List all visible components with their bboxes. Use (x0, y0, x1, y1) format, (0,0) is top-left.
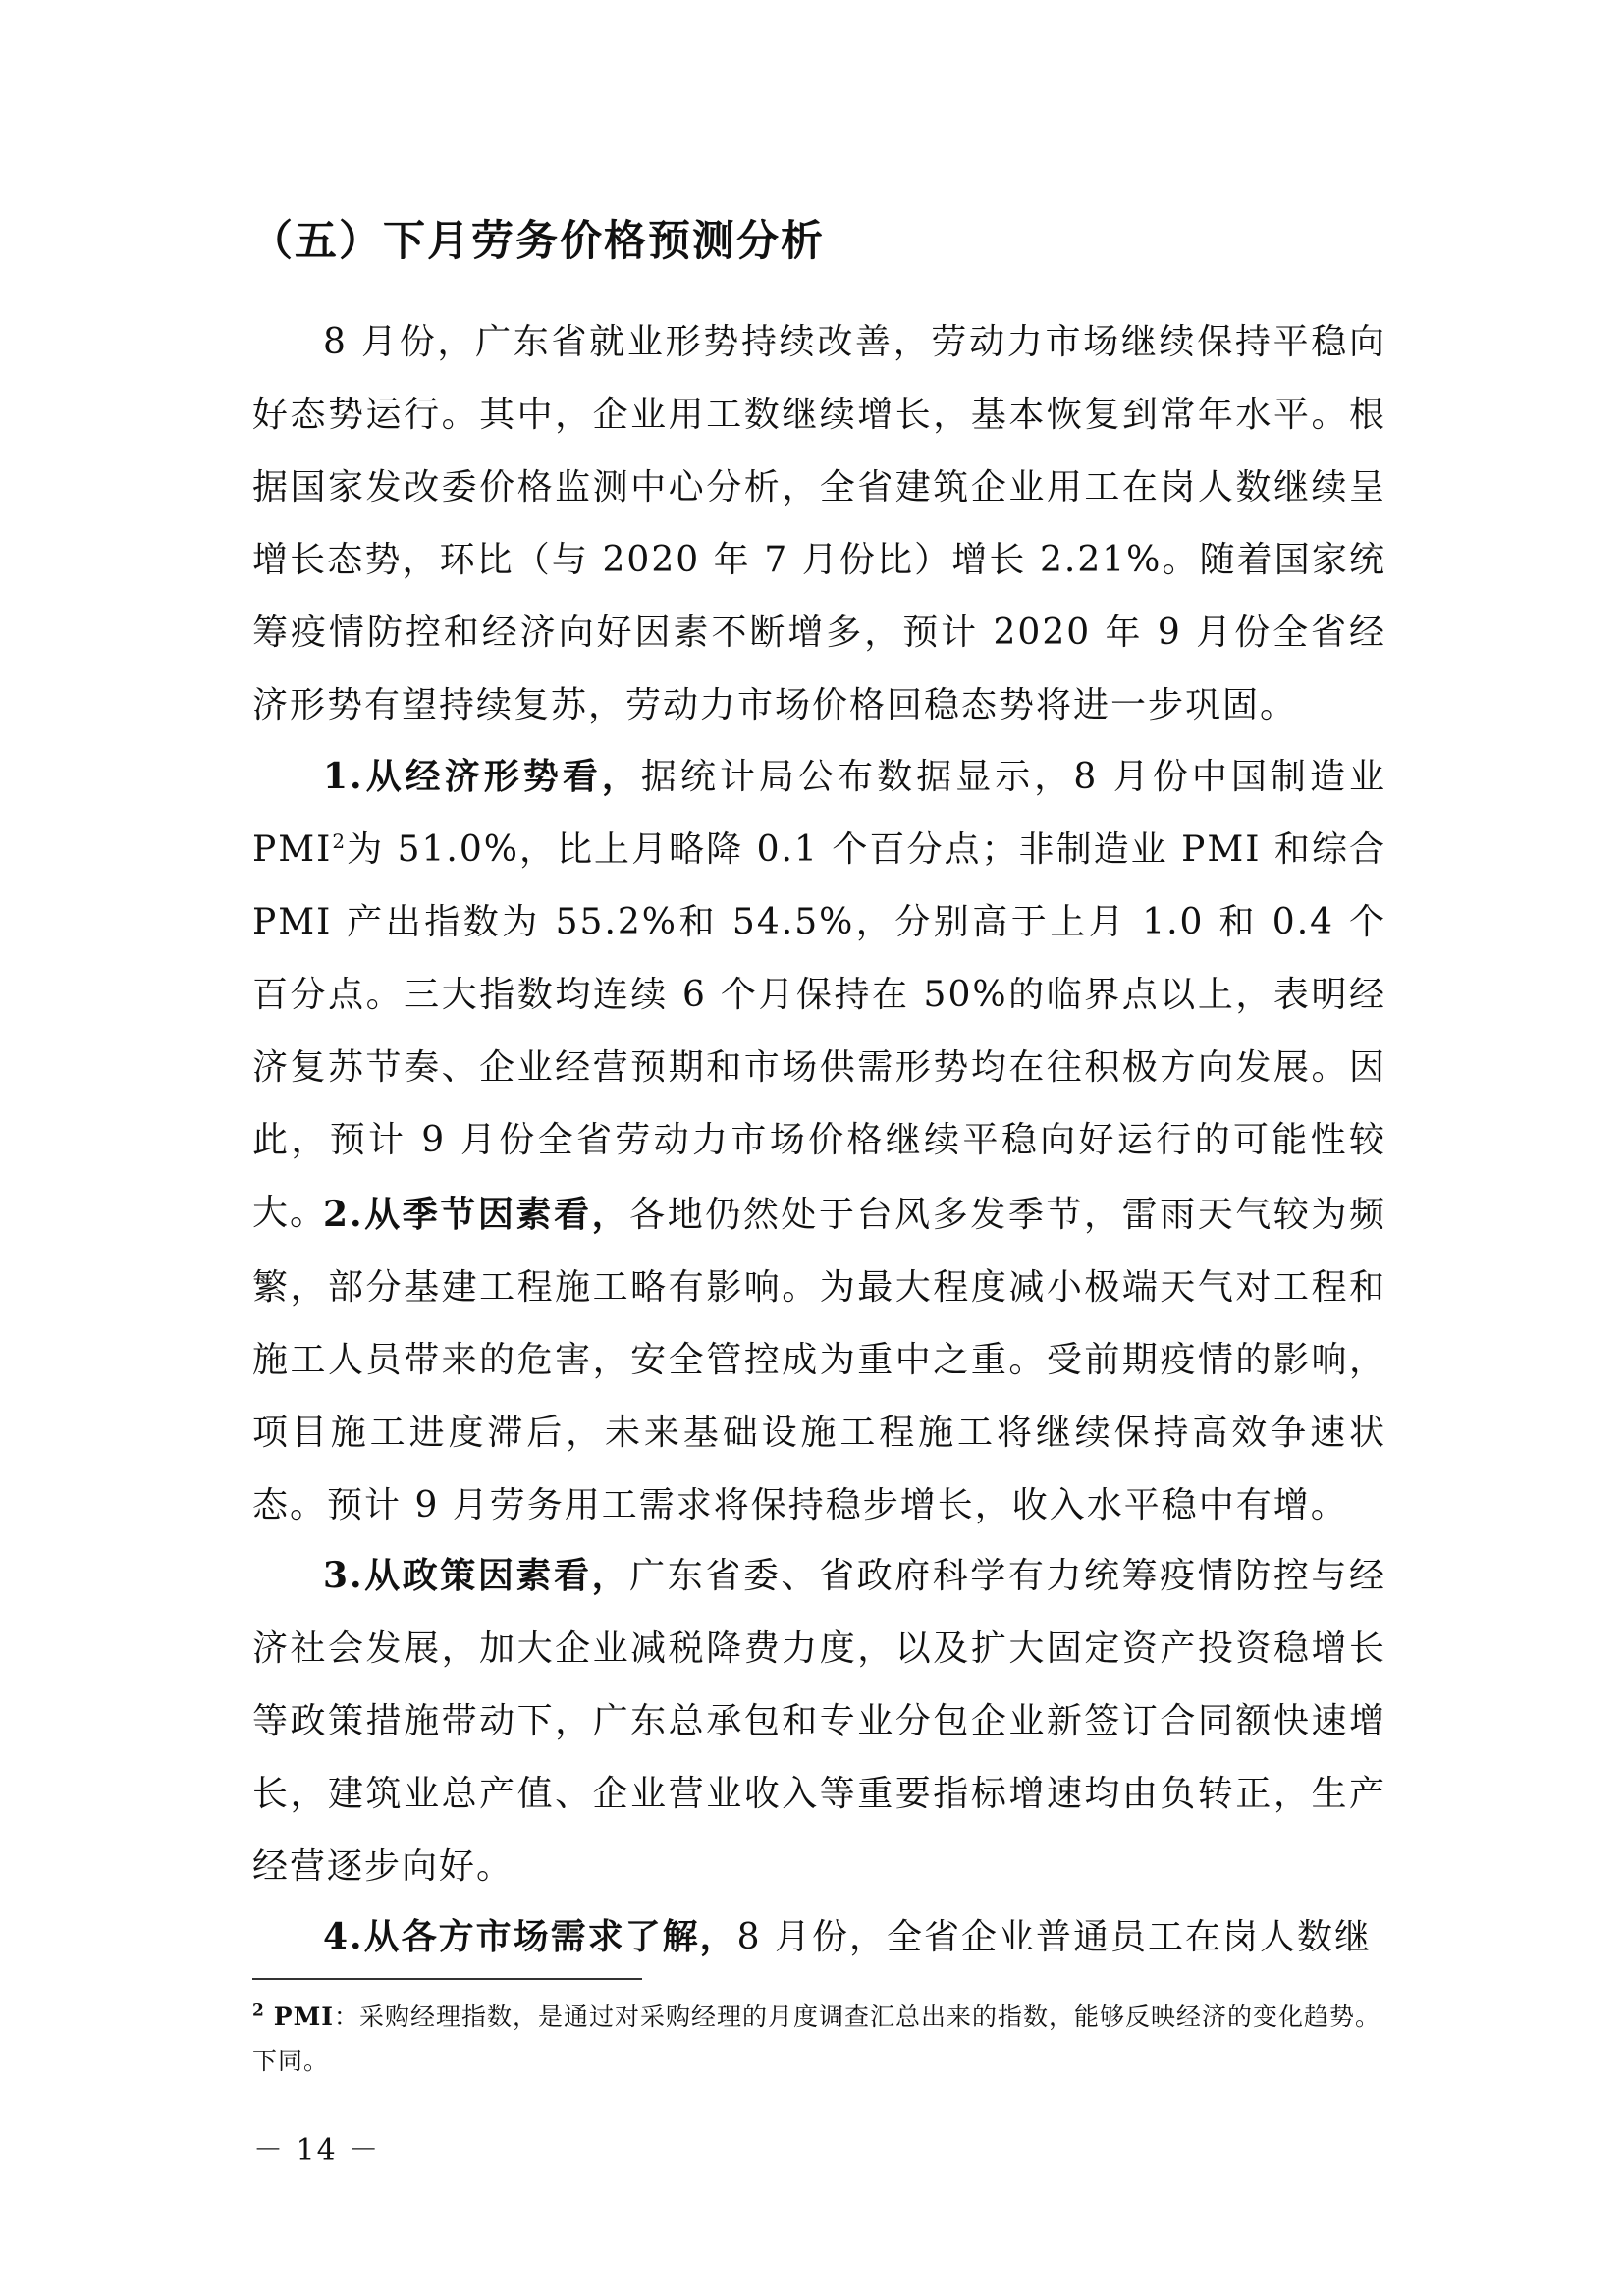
page-number: － 14 － (253, 2133, 381, 2167)
paragraph-lead: 1.从经济形势看， (323, 756, 641, 797)
paragraph-policy-factors (252, 1539, 1386, 1903)
footnote (252, 1995, 1386, 2083)
paragraph-text: 8 月份，广东省就业形势持续改善，劳动力市场继续保持平稳向好态势运行。其中，企业用工数继续增长，基本恢复到常年水平。根据国家发改委价格监测中心分析，全省建筑企业用工在岗人数继续呈增长态势，环比（与 2020 年 7 月份比）增长 2.21%。随着国家统筹疫情防控和经济向好因素不断增多，预计 2020 年 9 月份全省经济形势有望持续复苏，劳动力市场价格回稳态势将进一步巩固。 (252, 322, 1386, 725)
paragraph-text: 广东省委、省政府科学有力统筹疫情防控与经济社会发展，加大企业减税降费力度，以及扩大固定资产投资稳增长等政策措施带动下，广东总承包和专业分包企业新签订合同额快速增长，建筑业总产值、企业营业收入等重要指标增速均由负转正，生产经营逐步向好。 (252, 1556, 1386, 1887)
paragraph-lead: 3.从政策因素看， (323, 1555, 630, 1596)
footnote-reference: 2 (332, 829, 348, 853)
section-heading: （五）下月劳务价格预测分析 (250, 217, 825, 266)
footnote-term: PMI (273, 2002, 334, 2031)
paragraph-text: 据统计局公布数据显示，8 月份中国制造业 PMI (252, 757, 1386, 870)
paragraph-seasonal-factors (252, 1178, 1386, 1542)
paragraph-economic-situation (252, 740, 1386, 1250)
paragraph-market-demand (252, 1900, 1386, 1974)
paragraph-employment-overview (252, 306, 1386, 742)
paragraph-text: 为 51.0%，比上月略降 0.1 个百分点；非制造业 PMI 和综合 PMI 产出指数为 55.2%和 54.5%，分别高于上月 1.0 和 0.4 个百分点。三大指数均连续 6 个月保持在 50%的临界点以上，表明经济复苏节奏、企业经营预期和市场供需形势均在往积极方向发展。因此，预计 9 月份全省劳动力市场价格继续平稳向好运行的可能性较大。 (252, 829, 1386, 1233)
paragraph-lead: 4.从各方市场需求了解， (323, 1916, 737, 1957)
footnote-separator (252, 1978, 642, 1980)
paragraph-lead: 2.从季节因素看， (323, 1194, 630, 1235)
footnote-mark: 2 (252, 2001, 265, 2021)
footnote-text: ：采购经理指数，是通过对采购经理的月度调查汇总出来的指数，能够反映经济的变化趋势。下同。 (252, 2002, 1380, 2075)
paragraph-text: 8 月份，全省企业普通员工在岗人数继 (736, 1917, 1372, 1957)
paragraph-text: 各地仍然处于台风多发季节，雷雨天气较为频繁，部分基建工程施工略有影响。为最大程度减小极端天气对工程和施工人员带来的危害，安全管控成为重中之重。受前期疫情的影响，项目施工进度滞后，未来基础设施工程施工将继续保持高效争速状态。预计 9 月劳务用工需求将保持稳步增长，收入水平稳中有增。 (252, 1195, 1386, 1525)
